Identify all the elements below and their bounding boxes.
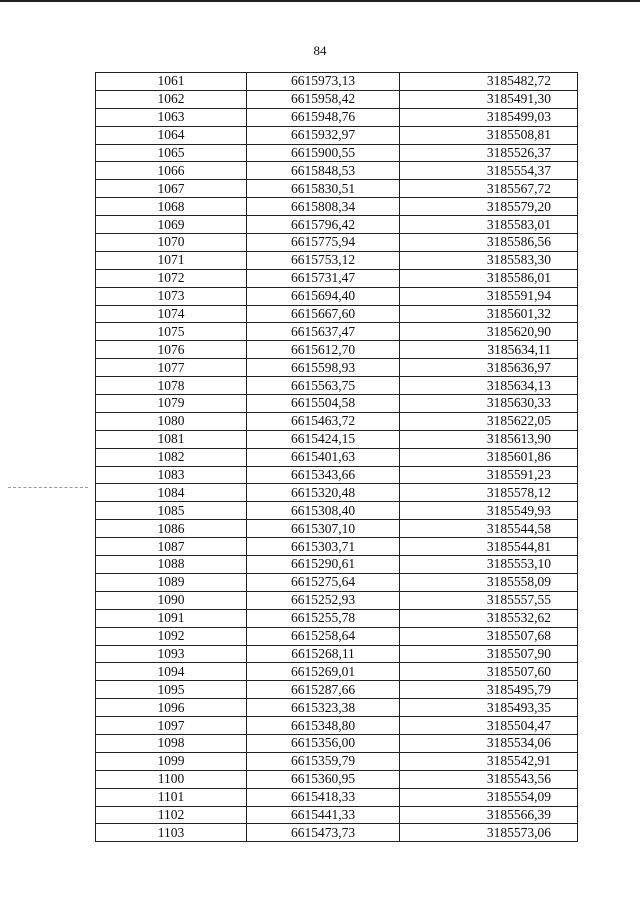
table-row [96, 573, 578, 591]
x-coordinate-cell: 6615637,47 [247, 323, 400, 341]
table-row [96, 681, 578, 699]
x-coordinate-cell: 6615830,51 [247, 180, 400, 198]
table-row [96, 395, 578, 413]
y-coordinate-cell: 3185508,81 [400, 126, 578, 144]
table-row [96, 734, 578, 752]
point-number-cell: 1089 [96, 573, 247, 591]
y-coordinate-cell: 3185622,05 [400, 412, 578, 430]
x-coordinate-cell: 6615667,60 [247, 305, 400, 323]
y-coordinate-cell: 3185557,55 [400, 591, 578, 609]
point-number-cell: 1071 [96, 251, 247, 269]
y-coordinate-cell: 3185491,30 [400, 90, 578, 108]
table-row [96, 234, 578, 252]
table-row [96, 609, 578, 627]
x-coordinate-cell: 6615775,94 [247, 234, 400, 252]
table-row [96, 144, 578, 162]
x-coordinate-cell: 6615359,79 [247, 752, 400, 770]
table-row [96, 538, 578, 556]
y-coordinate-cell: 3185573,06 [400, 824, 578, 842]
point-number-cell: 1062 [96, 90, 247, 108]
point-number-cell: 1070 [96, 234, 247, 252]
point-number-cell: 1083 [96, 466, 247, 484]
point-number-cell: 1098 [96, 734, 247, 752]
table-row [96, 556, 578, 574]
point-number-cell: 1103 [96, 824, 247, 842]
y-coordinate-cell: 3185630,33 [400, 395, 578, 413]
x-coordinate-cell: 6615958,42 [247, 90, 400, 108]
page-top-edge [0, 0, 640, 2]
table-row [96, 341, 578, 359]
y-coordinate-cell: 3185583,01 [400, 216, 578, 234]
point-number-cell: 1086 [96, 520, 247, 538]
point-number-cell: 1088 [96, 556, 247, 574]
point-number-cell: 1094 [96, 663, 247, 681]
x-coordinate-cell: 6615753,12 [247, 251, 400, 269]
point-number-cell: 1067 [96, 180, 247, 198]
x-coordinate-cell: 6615401,63 [247, 448, 400, 466]
y-coordinate-cell: 3185583,30 [400, 251, 578, 269]
scan-artifact-line [8, 487, 88, 488]
point-number-cell: 1087 [96, 538, 247, 556]
point-number-cell: 1068 [96, 198, 247, 216]
x-coordinate-cell: 6615563,75 [247, 377, 400, 395]
point-number-cell: 1074 [96, 305, 247, 323]
y-coordinate-cell: 3185554,37 [400, 162, 578, 180]
x-coordinate-cell: 6615275,64 [247, 573, 400, 591]
x-coordinate-cell: 6615973,13 [247, 73, 400, 91]
table-row [96, 216, 578, 234]
table-row [96, 126, 578, 144]
x-coordinate-cell: 6615255,78 [247, 609, 400, 627]
table-row [96, 287, 578, 305]
point-number-cell: 1091 [96, 609, 247, 627]
y-coordinate-cell: 3185578,12 [400, 484, 578, 502]
point-number-cell: 1092 [96, 627, 247, 645]
table-row [96, 663, 578, 681]
y-coordinate-cell: 3185482,72 [400, 73, 578, 91]
point-number-cell: 1078 [96, 377, 247, 395]
point-number-cell: 1073 [96, 287, 247, 305]
x-coordinate-cell: 6615948,76 [247, 108, 400, 126]
y-coordinate-cell: 3185620,90 [400, 323, 578, 341]
table-row [96, 591, 578, 609]
table-row [96, 699, 578, 717]
x-coordinate-cell: 6615258,64 [247, 627, 400, 645]
y-coordinate-cell: 3185544,81 [400, 538, 578, 556]
point-number-cell: 1084 [96, 484, 247, 502]
table-row [96, 377, 578, 395]
x-coordinate-cell: 6615932,97 [247, 126, 400, 144]
y-coordinate-cell: 3185493,35 [400, 699, 578, 717]
y-coordinate-cell: 3185495,79 [400, 681, 578, 699]
point-number-cell: 1072 [96, 269, 247, 287]
y-coordinate-cell: 3185566,39 [400, 806, 578, 824]
point-number-cell: 1093 [96, 645, 247, 663]
x-coordinate-cell: 6615252,93 [247, 591, 400, 609]
x-coordinate-cell: 6615303,71 [247, 538, 400, 556]
y-coordinate-cell: 3185507,90 [400, 645, 578, 663]
point-number-cell: 1069 [96, 216, 247, 234]
table-row [96, 645, 578, 663]
point-number-cell: 1100 [96, 770, 247, 788]
coordinates-table [95, 72, 578, 842]
table-row [96, 520, 578, 538]
y-coordinate-cell: 3185613,90 [400, 430, 578, 448]
point-number-cell: 1080 [96, 412, 247, 430]
point-number-cell: 1090 [96, 591, 247, 609]
point-number-cell: 1101 [96, 788, 247, 806]
point-number-cell: 1063 [96, 108, 247, 126]
x-coordinate-cell: 6615900,55 [247, 144, 400, 162]
table-row [96, 627, 578, 645]
y-coordinate-cell: 3185601,32 [400, 305, 578, 323]
y-coordinate-cell: 3185586,56 [400, 234, 578, 252]
y-coordinate-cell: 3185507,60 [400, 663, 578, 681]
point-number-cell: 1102 [96, 806, 247, 824]
point-number-cell: 1061 [96, 73, 247, 91]
table-row [96, 448, 578, 466]
point-number-cell: 1085 [96, 502, 247, 520]
x-coordinate-cell: 6615323,38 [247, 699, 400, 717]
point-number-cell: 1079 [96, 395, 247, 413]
x-coordinate-cell: 6615308,40 [247, 502, 400, 520]
x-coordinate-cell: 6615598,93 [247, 359, 400, 377]
table-row [96, 466, 578, 484]
table-row [96, 430, 578, 448]
table-row [96, 412, 578, 430]
y-coordinate-cell: 3185558,09 [400, 573, 578, 591]
x-coordinate-cell: 6615287,66 [247, 681, 400, 699]
y-coordinate-cell: 3185532,62 [400, 609, 578, 627]
y-coordinate-cell: 3185553,10 [400, 556, 578, 574]
x-coordinate-cell: 6615848,53 [247, 162, 400, 180]
point-number-cell: 1095 [96, 681, 247, 699]
table-row [96, 788, 578, 806]
x-coordinate-cell: 6615424,15 [247, 430, 400, 448]
y-coordinate-cell: 3185567,72 [400, 180, 578, 198]
table-row [96, 484, 578, 502]
y-coordinate-cell: 3185586,01 [400, 269, 578, 287]
coordinates-table-body [96, 73, 578, 842]
x-coordinate-cell: 6615290,61 [247, 556, 400, 574]
table-row [96, 162, 578, 180]
y-coordinate-cell: 3185544,58 [400, 520, 578, 538]
y-coordinate-cell: 3185542,91 [400, 752, 578, 770]
table-row [96, 806, 578, 824]
y-coordinate-cell: 3185591,23 [400, 466, 578, 484]
x-coordinate-cell: 6615418,33 [247, 788, 400, 806]
table-row [96, 251, 578, 269]
table-row [96, 73, 578, 91]
y-coordinate-cell: 3185504,47 [400, 717, 578, 735]
x-coordinate-cell: 6615269,01 [247, 663, 400, 681]
x-coordinate-cell: 6615441,33 [247, 806, 400, 824]
x-coordinate-cell: 6615348,80 [247, 717, 400, 735]
table-row [96, 305, 578, 323]
y-coordinate-cell: 3185554,09 [400, 788, 578, 806]
x-coordinate-cell: 6615356,00 [247, 734, 400, 752]
point-number-cell: 1076 [96, 341, 247, 359]
x-coordinate-cell: 6615360,95 [247, 770, 400, 788]
y-coordinate-cell: 3185636,97 [400, 359, 578, 377]
y-coordinate-cell: 3185634,11 [400, 341, 578, 359]
table-row [96, 824, 578, 842]
x-coordinate-cell: 6615731,47 [247, 269, 400, 287]
y-coordinate-cell: 3185534,06 [400, 734, 578, 752]
x-coordinate-cell: 6615320,48 [247, 484, 400, 502]
x-coordinate-cell: 6615504,58 [247, 395, 400, 413]
point-number-cell: 1097 [96, 717, 247, 735]
y-coordinate-cell: 3185579,20 [400, 198, 578, 216]
table-row [96, 269, 578, 287]
table-row [96, 502, 578, 520]
point-number-cell: 1099 [96, 752, 247, 770]
point-number-cell: 1081 [96, 430, 247, 448]
x-coordinate-cell: 6615612,70 [247, 341, 400, 359]
x-coordinate-cell: 6615694,40 [247, 287, 400, 305]
point-number-cell: 1064 [96, 126, 247, 144]
x-coordinate-cell: 6615808,34 [247, 198, 400, 216]
table-row [96, 752, 578, 770]
x-coordinate-cell: 6615473,73 [247, 824, 400, 842]
point-number-cell: 1075 [96, 323, 247, 341]
table-row [96, 108, 578, 126]
page-number: 84 [313, 43, 327, 58]
y-coordinate-cell: 3185507,68 [400, 627, 578, 645]
y-coordinate-cell: 3185549,93 [400, 502, 578, 520]
x-coordinate-cell: 6615796,42 [247, 216, 400, 234]
y-coordinate-cell: 3185601,86 [400, 448, 578, 466]
y-coordinate-cell: 3185499,03 [400, 108, 578, 126]
point-number-cell: 1096 [96, 699, 247, 717]
table-row [96, 90, 578, 108]
point-number-cell: 1065 [96, 144, 247, 162]
x-coordinate-cell: 6615307,10 [247, 520, 400, 538]
point-number-cell: 1066 [96, 162, 247, 180]
y-coordinate-cell: 3185543,56 [400, 770, 578, 788]
point-number-cell: 1082 [96, 448, 247, 466]
x-coordinate-cell: 6615268,11 [247, 645, 400, 663]
y-coordinate-cell: 3185526,37 [400, 144, 578, 162]
point-number-cell: 1077 [96, 359, 247, 377]
table-row [96, 359, 578, 377]
table-row [96, 717, 578, 735]
y-coordinate-cell: 3185591,94 [400, 287, 578, 305]
table-row [96, 770, 578, 788]
table-row [96, 180, 578, 198]
table-row [96, 323, 578, 341]
y-coordinate-cell: 3185634,13 [400, 377, 578, 395]
x-coordinate-cell: 6615463,72 [247, 412, 400, 430]
table-row [96, 198, 578, 216]
x-coordinate-cell: 6615343,66 [247, 466, 400, 484]
